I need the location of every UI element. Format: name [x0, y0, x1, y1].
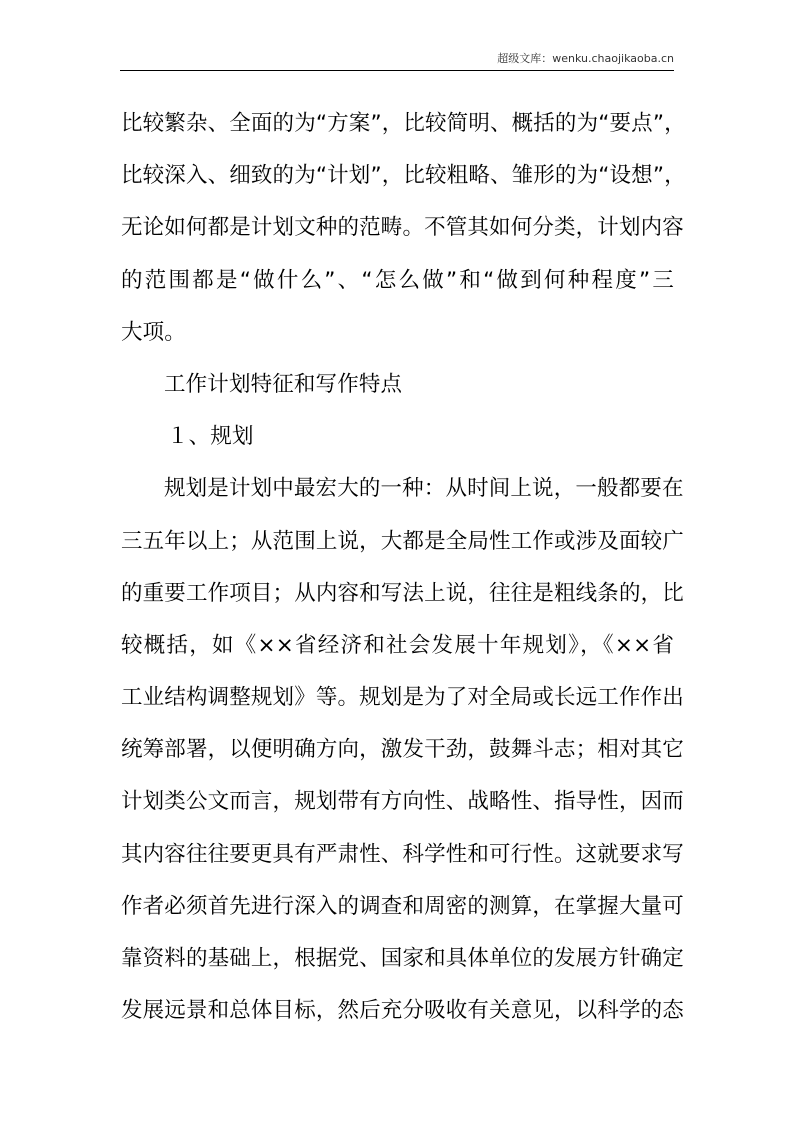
text-line: 发展远景和总体目标，然后充分吸收有关意见，以科学的态 — [121, 998, 684, 1024]
text-line: 工业结构调整规划》等。规划是为了对全局或长远工作作出 — [121, 685, 684, 711]
text-line: 的范围都是“做什么”、“怎么做”和“做到何种程度”三 — [121, 267, 674, 293]
text-line: 大项。 — [121, 319, 186, 345]
text-line: 统筹部署，以便明确方向，激发干劲，鼓舞斗志；相对其它 — [121, 737, 684, 763]
document-body — [121, 104, 686, 1043]
text-line: 无论如何都是计划文种的范畴。不管其如何分类，计划内容 — [121, 215, 684, 241]
text-line: 靠资料的基础上，根据党、国家和具体单位的发展方针确定 — [121, 946, 684, 971]
text-line: 作者必须首先进行深入的调查和周密的测算，在掌握大量可 — [121, 893, 684, 919]
page-header — [120, 48, 674, 71]
text-line: 三五年以上；从范围上说，大都是全局性工作或涉及面较广 — [121, 528, 684, 554]
section-heading: 工作计划特征和写作特点 — [164, 371, 403, 397]
text-line: 的重要工作项目；从内容和写法上说，往往是粗线条的，比 — [121, 580, 684, 606]
text-line: 规划是计划中最宏大的一种：从时间上说，一般都要在 — [164, 476, 684, 502]
text-line: 计划类公文而言，规划带有方向性、战略性、指导性，因而 — [121, 789, 684, 815]
subsection-heading: １、规划 — [167, 424, 254, 450]
text-line: 比较深入、细致的为“计划”，比较粗略、雏形的为“设想”， — [121, 163, 686, 189]
text-line: 较概括，如《××省经济和社会发展十年规划》，《××省 — [121, 632, 674, 658]
text-line: 其内容往往要更具有严肃性、科学性和可行性。这就要求写 — [121, 841, 684, 867]
site-label: 超级文库：wenku.chaojikaoba.cn — [497, 52, 674, 65]
text-line: 比较繁杂、全面的为“方案”，比较简明、概括的为“要点”， — [121, 111, 686, 136]
